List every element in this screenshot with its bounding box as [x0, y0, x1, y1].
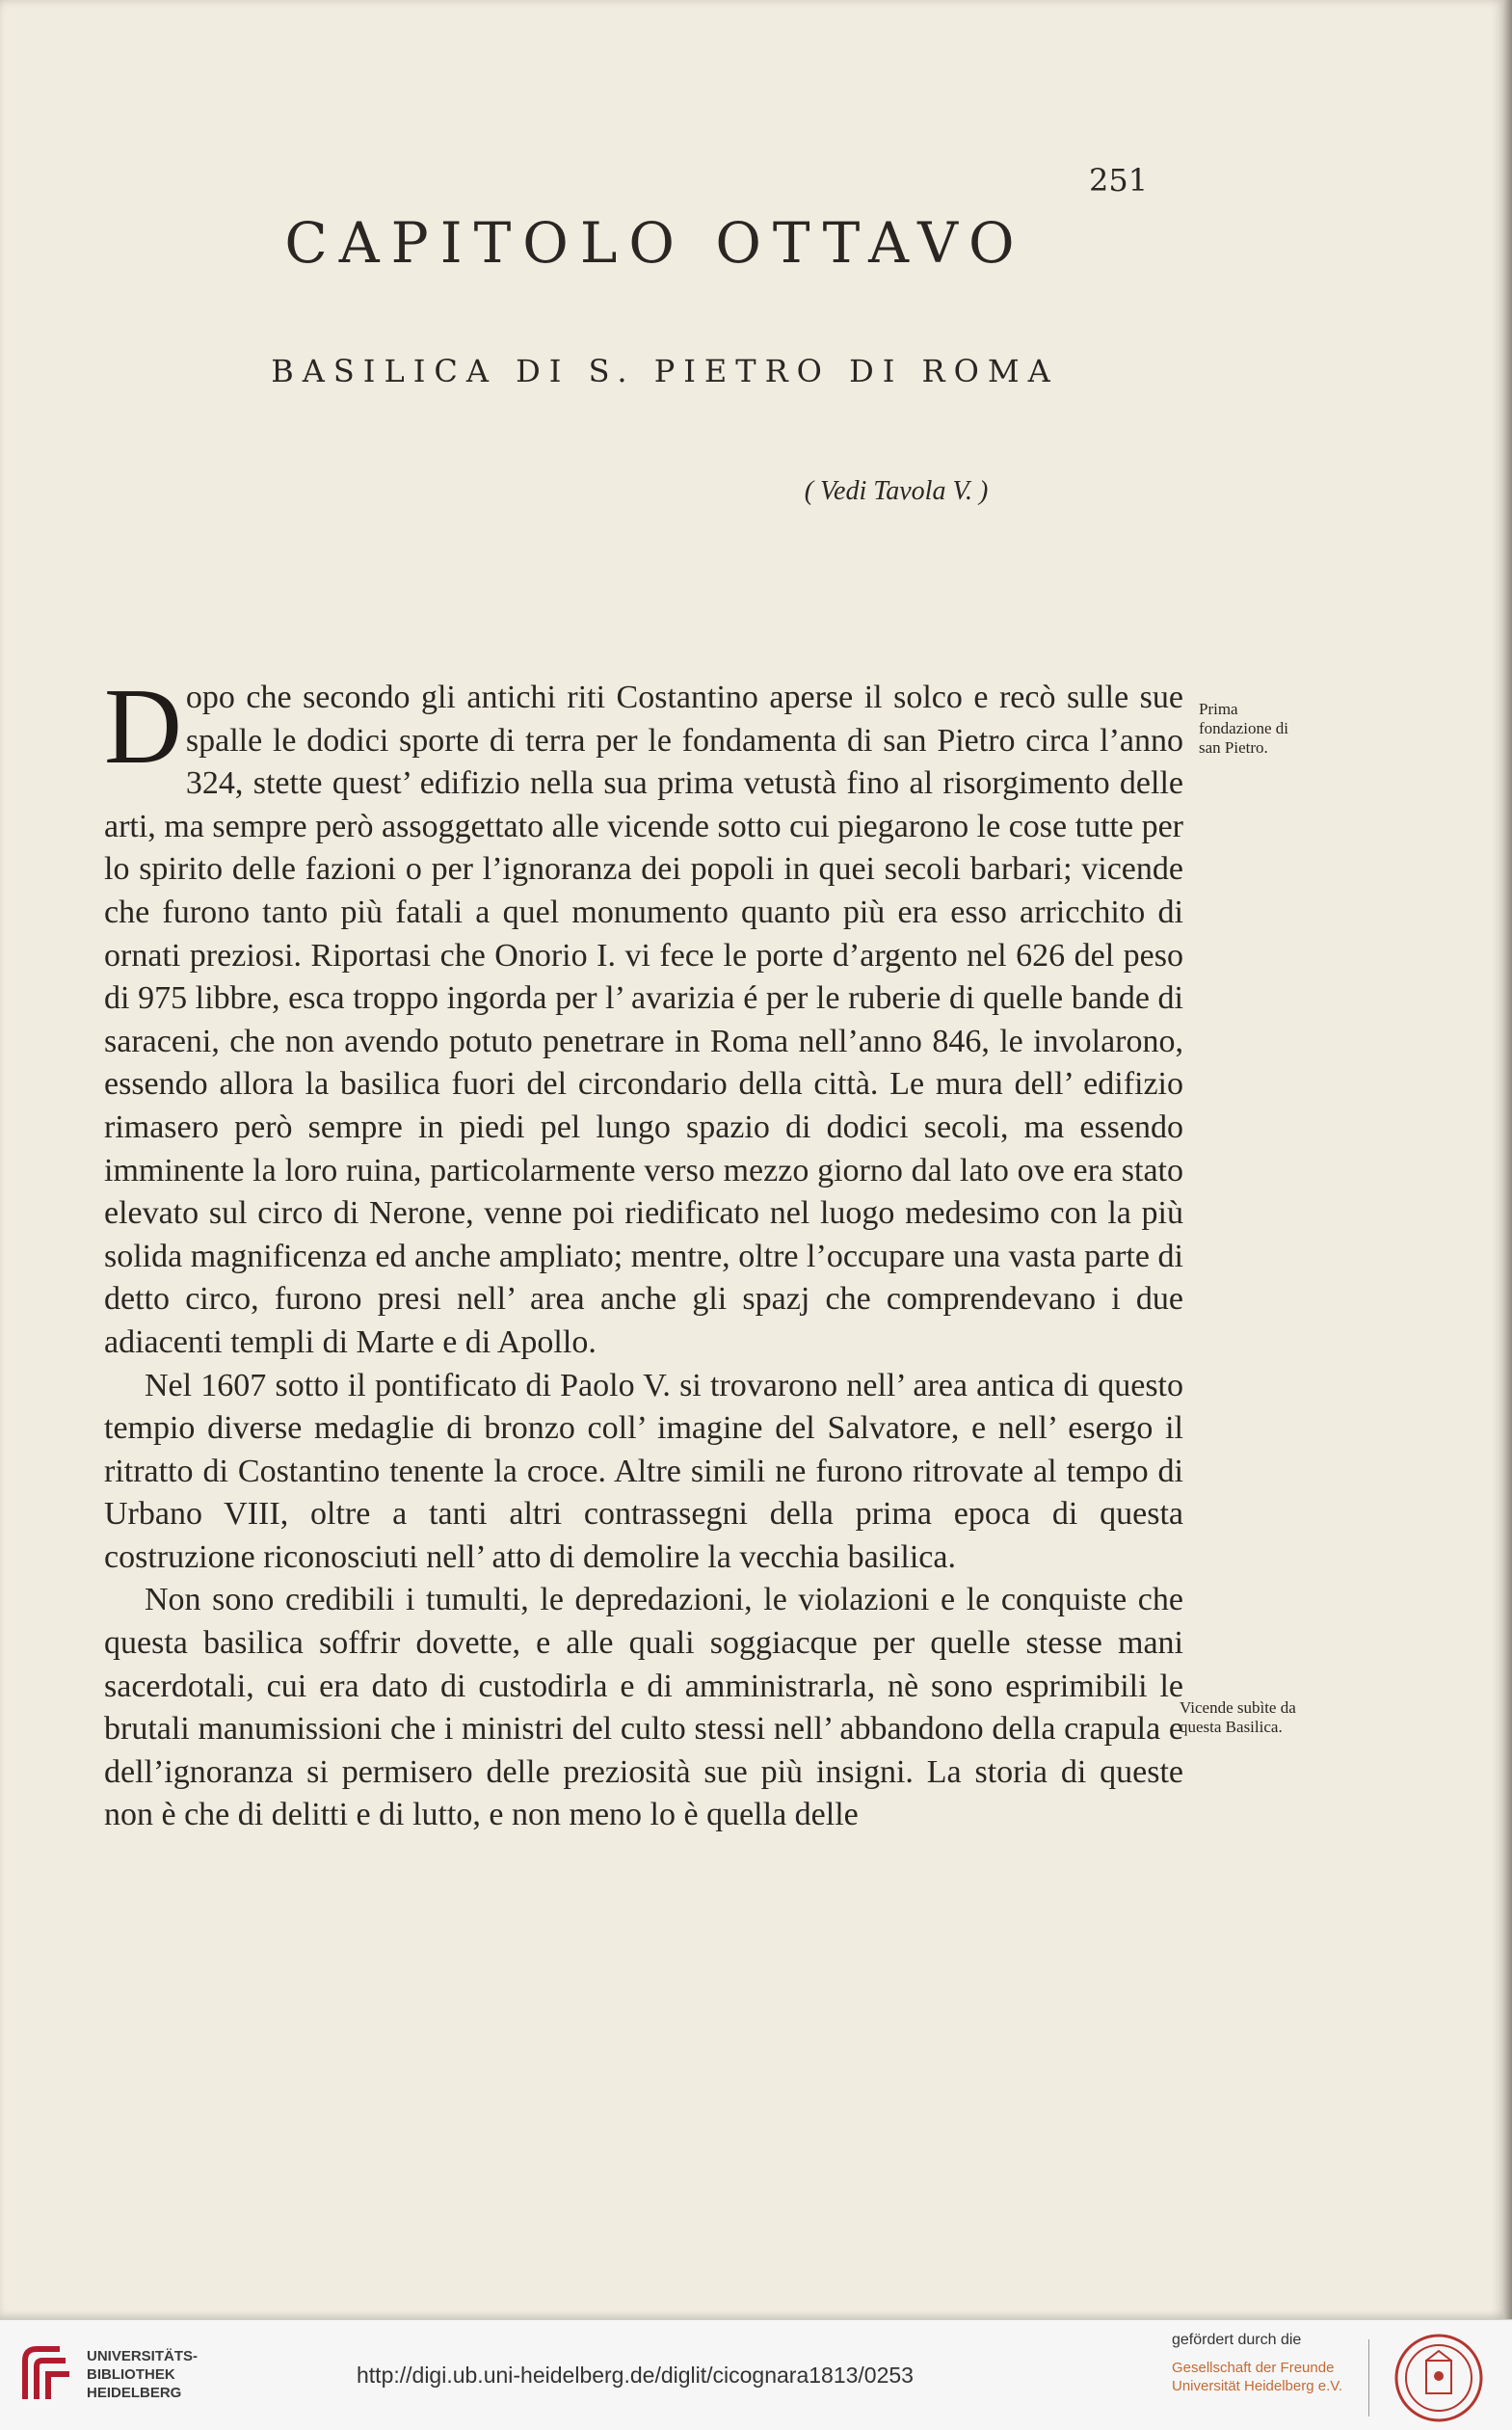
footer-divider [1368, 2339, 1369, 2417]
sponsor-name: Gesellschaft der Freunde Universität Heidelberg e.V. [1172, 2360, 1343, 2394]
page-edge [1503, 0, 1512, 2319]
sponsor-label: gefördert durch die [1172, 2332, 1302, 2348]
paragraph-1-text: opo che secondo gli antichi riti Costantino aperse il solco e recò sulle sue spalle le dodici sporte di terra per le fondamenta di san Pietro circa l’anno 324, stette quest’ edifizio nella sua prima vetustà fino al risorgimento delle arti, ma sempre però assoggettato alle vicende sotto cui piegarono le cose tutte per lo spirito delle fazioni o per l’ignoranza dei popoli in quei secoli barbari; vicende che furono tanto più fatali a quel monumento quanto più era esso arricchito di ornati preziosi. Riportasi che Onorio I. vi fece le porte d’argento nel 626 del peso di 975 libbre, esca troppo ingorda per l’ avarizia é per le ruberie di quelle bande di saraceni, che non avendo potuto penetrare in Roma nell’anno 846, le involarono, essendo allora la basilica fuori del circondario della città. Le mura dell’ edifizio rimasero però sempre in piedi pel lungo spazio di dodici secoli, ma essendo imminente la loro ruina, particolarmente verso mezzo giorno dal lato ove era stato elevato sul circo di Nerone, venne poi riedificato nel luogo medesimo con la più solida magnificenza ed anche ampliato; mentre, oltre l’occupare una vasta parte di detto circo, furono presi nell’ area anche gli spazj che comprendevano i due adiacenti templi di Marte e di Apollo. [104, 680, 1183, 1360]
university-seal-icon [1390, 2332, 1488, 2424]
permalink-url[interactable]: http://digi.ub.uni-heidelberg.de/diglit/cicognara1813/0253 [357, 2363, 914, 2388]
page-number: 251 [1089, 162, 1149, 199]
plate-reference: ( Vedi Tavola V. ) [804, 476, 989, 506]
paragraph-1 [104, 667, 1183, 1365]
paragraph-2: Nel 1607 sotto il pontificato di Paolo V. si trovarono nell’ area antica di questo tempio diverse medaglie di bronzo coll’ imagine del Salvatore, e nell’ esergo il ritratto di Costantino tenente la croce. Altre simili ne furono ritrovate al tempo di Urbano VIII, oltre a tanti altri contrassegni della prima epoca di questa costruzione riconosciuti nell’ atto di demolire la vecchia basilica. [104, 1367, 1183, 1575]
library-name: UNIVERSITÄTS- BIBLIOTHEK HEIDELBERG [87, 2348, 199, 2401]
chapter-subtitle: BASILICA DI S. PIETRO DI ROMA [271, 353, 1059, 389]
university-library-logo-icon [17, 2341, 75, 2409]
drop-capital: D [104, 667, 182, 787]
footer-bar [0, 2319, 1512, 2430]
chapter-title: CAPITOLO OTTAVO [284, 210, 1026, 276]
margin-note-vicende: Vicende subìte da questa Basilica. [1180, 1698, 1296, 1736]
body-text [104, 667, 1183, 1837]
paragraph-3: Non sono credibili i tumulti, le depredazioni, le violazioni e le conquiste che questa basilica soffrir dovette, e alle quali soggiacque per quelle stesse mani sacerdotali, cui era dato di custodirla e di amministrarla, nè sono esprimibili le brutali manumissioni che i ministri del culto stessi nell’ abbandono della crapula e dell’ignoranza si permisero delle preziosità sue più insigni. La storia di queste non è che di delitti e di lutto, e non meno lo è quella delle [104, 1582, 1183, 1833]
margin-note-prima-fondazione: Prima fondazione di san Pietro. [1199, 700, 1288, 757]
